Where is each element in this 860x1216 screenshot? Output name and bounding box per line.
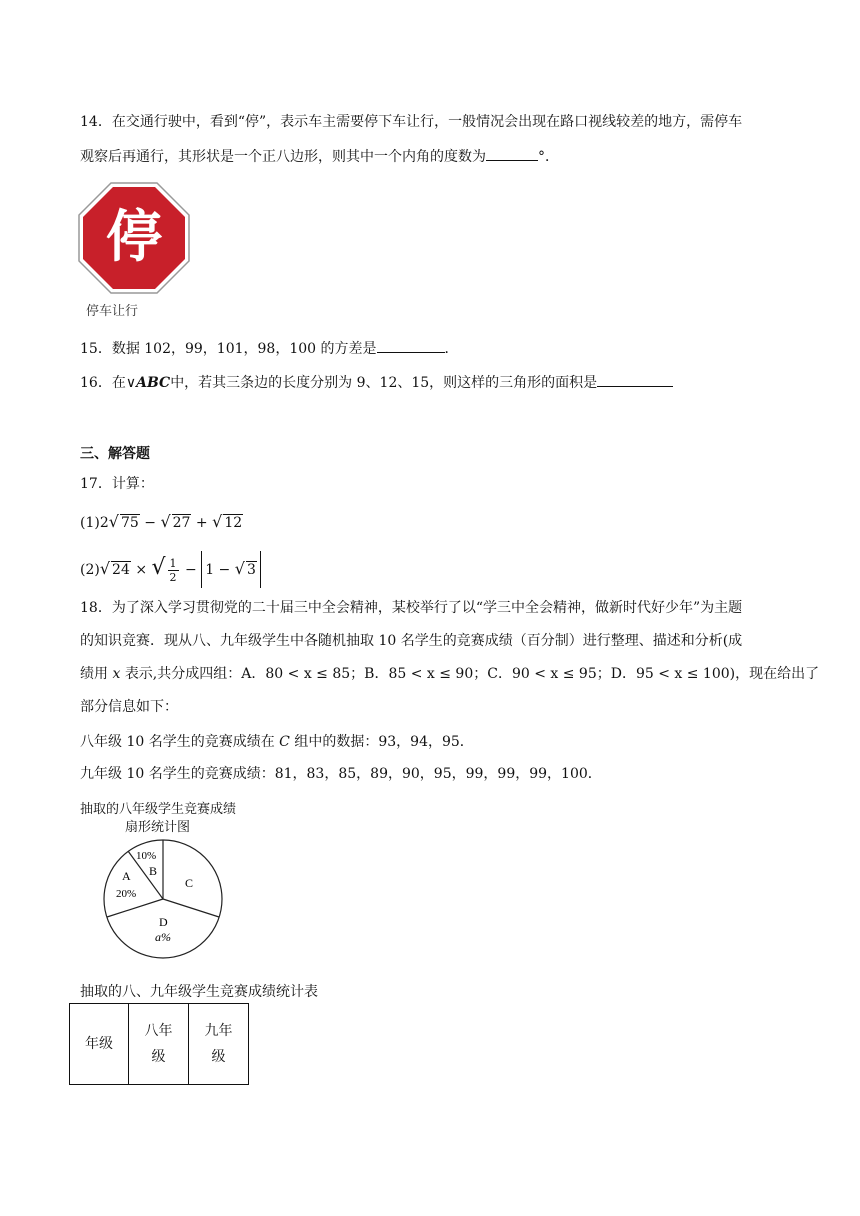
stop-sign-char: 停: [106, 205, 162, 270]
q15-text: 15．数据 102，99，101，98，100 的方差是: [80, 341, 377, 357]
stats-table: [69, 1003, 249, 1085]
q17-part2-fraction: [168, 557, 179, 584]
q18-line5-c: C: [279, 734, 290, 750]
q17-part1-radicand2: 27: [172, 515, 191, 531]
q18-line1: 18．为了深入学习贯彻党的二十届三中全会精神，某校举行了以“学三中全会精神，做新时代好少年”为主题: [80, 600, 743, 616]
q17-title: 17．计算：: [80, 476, 154, 492]
q16-triangle-symbol: ∨: [125, 375, 137, 391]
q17-part1-coef: 2: [99, 515, 109, 531]
table-header-grade9: [189, 1004, 249, 1085]
q18-line4: 部分信息如下：: [80, 699, 178, 715]
pie-label-d-pct: a%: [155, 930, 171, 944]
q14-answer-blank: [486, 146, 538, 161]
q17-part2-op1: ×: [135, 562, 148, 578]
q18-line2: 的知识竞赛．现从八、九年级学生中各随机抽取 10 名学生的竞赛成绩（百分制）进行整理、描述和分析(成: [80, 633, 743, 649]
pie-label-d: D: [159, 915, 168, 929]
q17-part1-radicand1: 75: [120, 515, 139, 531]
pie-title-2: 扇形统计图: [125, 820, 191, 835]
stop-sign-caption: 停车让行: [86, 304, 139, 319]
pie-label-a-pct: 20%: [116, 888, 137, 900]
q17-part1-radicand3: 12: [224, 515, 243, 531]
q17-part2: (2)√ 24 × √ $\frac{1}{2}$ − 1 − √ 3: [80, 550, 261, 588]
table-header-grade8-a: 八年: [144, 1023, 173, 1039]
q18-line5-a: 八年级 10 名学生的竞赛成绩在: [80, 734, 275, 750]
q17-part2-op2: −: [185, 562, 197, 578]
q17-part2-denominator: 2: [169, 570, 177, 584]
q17-part1-op1: −: [144, 515, 156, 531]
q17-part2-label: (2): [80, 562, 100, 578]
q17-part1-op2: +: [195, 515, 208, 531]
q18-line3: [80, 664, 819, 684]
q18-line3-x: x: [112, 666, 121, 682]
section-heading: 三、解答题: [80, 446, 150, 462]
q18-line6: 九年级 10 名学生的竞赛成绩：81，83，85，89，90，95，99，99，99，100．: [80, 766, 602, 782]
q15-end: ．: [444, 341, 459, 357]
pie-label-a: A: [122, 869, 131, 883]
q16-line: [80, 372, 673, 393]
q18-line3-b: 表示,共分成四组：A．80 < x ≤ 85；B．85 < x ≤ 90；C．90 < x ≤ 95；D．95 < x ≤ 100)，现在给出了: [124, 666, 820, 682]
table-header-grade8: [129, 1004, 189, 1085]
q17-part2-radicand2: 3: [246, 562, 256, 578]
q17-part1-label: (1): [80, 515, 100, 531]
q14-line2-end: °．: [538, 149, 559, 165]
table-row: [70, 1004, 249, 1085]
q16-abc: ABC: [136, 375, 171, 391]
q18-line3-a: 绩用: [80, 666, 108, 682]
table-header-grade: 年级: [70, 1004, 129, 1085]
q16-text-mid: 中，若其三条边的长度分别为 9、12、15，则这样的三角形的面积是: [170, 375, 598, 391]
pie-label-b: B: [149, 864, 158, 878]
q15-line: [80, 338, 459, 359]
table-header-grade9-b: 级: [211, 1049, 226, 1065]
q16-text-pre: 16．在: [80, 375, 126, 391]
pie-chart: [100, 838, 228, 962]
q17-part2-abs-pre: 1 −: [205, 562, 231, 578]
stop-sign-image: [78, 182, 190, 294]
table-header-grade9-a: 九年: [204, 1023, 233, 1039]
q17-part1: (1)2√ 75 − √ 27 + √ 12: [80, 512, 243, 531]
q14-line1: 14．在交通行驶中，看到“停”，表示车主需要停下车让行，一般情况会出现在路口视线较差的地方，需停车: [80, 114, 743, 130]
q14-line2: [80, 146, 559, 167]
q18-line5-b: 组中的数据：93，94，95．: [294, 734, 474, 750]
q16-answer-blank: [597, 372, 673, 387]
pie-label-c: C: [185, 876, 194, 890]
pie-title-1: 抽取的八年级学生竞赛成绩: [80, 802, 237, 817]
table-title: 抽取的八、九年级学生竞赛成绩统计表: [80, 984, 318, 1000]
q15-answer-blank: [377, 338, 445, 353]
q18-line5: [80, 732, 474, 752]
q17-part2-abs: 1 − √ 3: [201, 551, 261, 588]
pie-label-b-pct: 10%: [136, 850, 157, 862]
q14-line2-text: 观察后再通行，其形状是一个正八边形，则其中一个内角的度数为: [80, 149, 486, 165]
table-header-grade8-b: 级: [151, 1049, 166, 1065]
q17-part2-radicand1: 24: [112, 562, 130, 578]
q17-part2-numerator: 1: [169, 556, 177, 570]
